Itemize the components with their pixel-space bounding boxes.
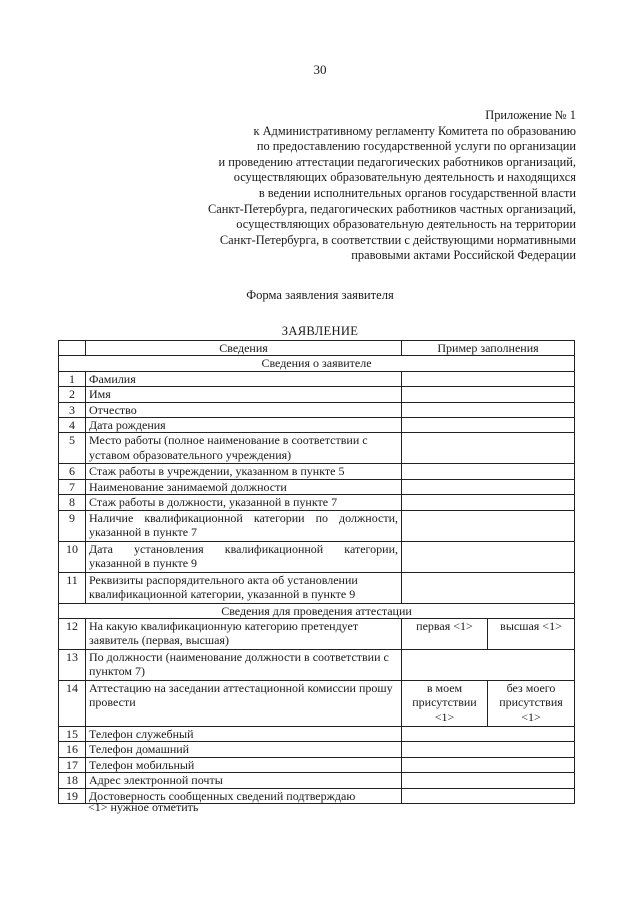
row-example-cell[interactable] bbox=[402, 541, 575, 572]
section-attestation: Сведения для проведения аттестации bbox=[59, 603, 575, 618]
row-example-cell[interactable] bbox=[402, 742, 575, 757]
annex-line: Приложение № 1 bbox=[485, 108, 576, 122]
table-row bbox=[59, 464, 575, 479]
annex-line: Санкт-Петербурга, педагогических работников частных организаций, bbox=[207, 201, 576, 216]
row-number: 14 bbox=[59, 681, 86, 727]
table-row bbox=[59, 619, 575, 650]
row-label: Стаж работы в должности, указанной в пункте 7 bbox=[86, 495, 402, 510]
row-number: 8 bbox=[59, 495, 86, 510]
row-number: 11 bbox=[59, 572, 86, 603]
row-label: Имя bbox=[86, 387, 402, 402]
row-example-cell[interactable] bbox=[402, 418, 575, 433]
row-example-cell[interactable] bbox=[402, 387, 575, 402]
table-row bbox=[59, 727, 575, 742]
row-example-cell[interactable] bbox=[402, 788, 575, 803]
row-example-cell[interactable] bbox=[402, 650, 575, 681]
row-number: 7 bbox=[59, 479, 86, 494]
row-number: 13 bbox=[59, 650, 86, 681]
option-without-presence[interactable]: без моего присутствия <1> bbox=[488, 681, 575, 727]
table-row bbox=[59, 479, 575, 494]
footnote: <1> нужное отметить bbox=[88, 800, 199, 814]
row-label: Телефон домашний bbox=[86, 742, 402, 757]
table-row bbox=[59, 510, 575, 541]
row-label: Стаж работы в учреждении, указанном в пункте 5 bbox=[86, 464, 402, 479]
row-example-cell[interactable] bbox=[402, 572, 575, 603]
row-label: Телефон служебный bbox=[86, 727, 402, 742]
annex-line: по предоставлению государственной услуги по организации bbox=[256, 139, 576, 154]
table-row bbox=[59, 433, 575, 464]
annex-line: к Административному регламенту Комитета по образованию bbox=[253, 123, 576, 138]
option-highest-category[interactable]: высшая <1> bbox=[488, 619, 575, 650]
row-label: Реквизиты распорядительного акта об установлении квалификационной категории, указанной в пункте 9 bbox=[86, 572, 402, 603]
table-row bbox=[59, 387, 575, 402]
row-number: 9 bbox=[59, 510, 86, 541]
table-row bbox=[59, 418, 575, 433]
form-title: Форма заявления заявителя bbox=[246, 288, 394, 302]
row-label: Достоверность сообщенных сведений подтверждаю bbox=[86, 788, 402, 803]
table-row bbox=[59, 681, 575, 727]
row-number: 12 bbox=[59, 619, 86, 650]
row-example-cell[interactable] bbox=[402, 464, 575, 479]
table-row bbox=[59, 742, 575, 757]
row-example-cell[interactable] bbox=[402, 495, 575, 510]
annex-line: в ведении исполнительных органов государственной власти bbox=[258, 185, 576, 200]
row-example-cell[interactable] bbox=[402, 402, 575, 417]
row-label: По должности (наименование должности в соответствии с пунктом 7) bbox=[86, 650, 402, 681]
table-row bbox=[59, 572, 575, 603]
row-label: Дата установления квалификационной категории, указанной в пункте 9 bbox=[86, 541, 402, 572]
table-row bbox=[59, 495, 575, 510]
document-title: ЗАЯВЛЕНИЕ bbox=[281, 324, 359, 338]
option-first-category[interactable]: первая <1> bbox=[402, 619, 488, 650]
application-table bbox=[58, 340, 575, 804]
table-row bbox=[59, 371, 575, 386]
row-number: 10 bbox=[59, 541, 86, 572]
section-applicant: Сведения о заявителе bbox=[59, 356, 575, 371]
table-row bbox=[59, 773, 575, 788]
row-label: Аттестацию на заседании аттестационной комиссии прошу провести bbox=[86, 681, 402, 727]
row-number: 18 bbox=[59, 773, 86, 788]
row-label: Наименование занимаемой должности bbox=[86, 479, 402, 494]
row-number: 15 bbox=[59, 727, 86, 742]
row-example-cell[interactable] bbox=[402, 727, 575, 742]
table-row bbox=[59, 650, 575, 681]
row-label: Отчество bbox=[86, 402, 402, 417]
table-row bbox=[59, 757, 575, 772]
row-number: 1 bbox=[59, 371, 86, 386]
row-label: Наличие квалификационной категории по должности, указанной в пункте 7 bbox=[86, 510, 402, 541]
annex-line: Санкт-Петербурга, в соответствии с действующими нормативными bbox=[219, 232, 576, 247]
row-example-cell[interactable] bbox=[402, 510, 575, 541]
row-label: Телефон мобильный bbox=[86, 757, 402, 772]
page-number: 30 bbox=[313, 62, 327, 77]
header-cell-blank bbox=[59, 341, 86, 356]
header-info: Сведения bbox=[86, 341, 402, 356]
row-example-cell[interactable] bbox=[402, 479, 575, 494]
row-number: 5 bbox=[59, 433, 86, 464]
row-number: 19 bbox=[59, 788, 86, 803]
row-label: Фамилия bbox=[86, 371, 402, 386]
annex-line: осуществляющих образовательную деятельность на территории bbox=[236, 217, 576, 232]
row-number: 16 bbox=[59, 742, 86, 757]
row-example-cell[interactable] bbox=[402, 757, 575, 772]
row-number: 2 bbox=[59, 387, 86, 402]
row-label: Дата рождения bbox=[86, 418, 402, 433]
row-number: 17 bbox=[59, 757, 86, 772]
row-number: 6 bbox=[59, 464, 86, 479]
option-in-presence[interactable]: в моем присутствии <1> bbox=[402, 681, 488, 727]
header-example: Пример заполнения bbox=[402, 341, 575, 356]
row-example-cell[interactable] bbox=[402, 773, 575, 788]
row-example-cell[interactable] bbox=[402, 433, 575, 464]
row-label: Место работы (полное наименование в соответствии с уставом образовательного учреждения) bbox=[86, 433, 402, 464]
annex-line: и проведению аттестации педагогических работников организаций, bbox=[218, 154, 576, 169]
row-label: На какую квалификационную категорию претендует заявитель (первая, высшая) bbox=[86, 619, 402, 650]
annex-header bbox=[156, 108, 576, 264]
annex-line: осуществляющих образовательную деятельность и находящихся bbox=[233, 170, 576, 185]
row-number: 3 bbox=[59, 402, 86, 417]
table-row bbox=[59, 541, 575, 572]
row-example-cell[interactable] bbox=[402, 371, 575, 386]
row-label: Адрес электронной почты bbox=[86, 773, 402, 788]
row-number: 4 bbox=[59, 418, 86, 433]
annex-line: правовыми актами Российской Федерации bbox=[351, 248, 576, 263]
table-row bbox=[59, 402, 575, 417]
